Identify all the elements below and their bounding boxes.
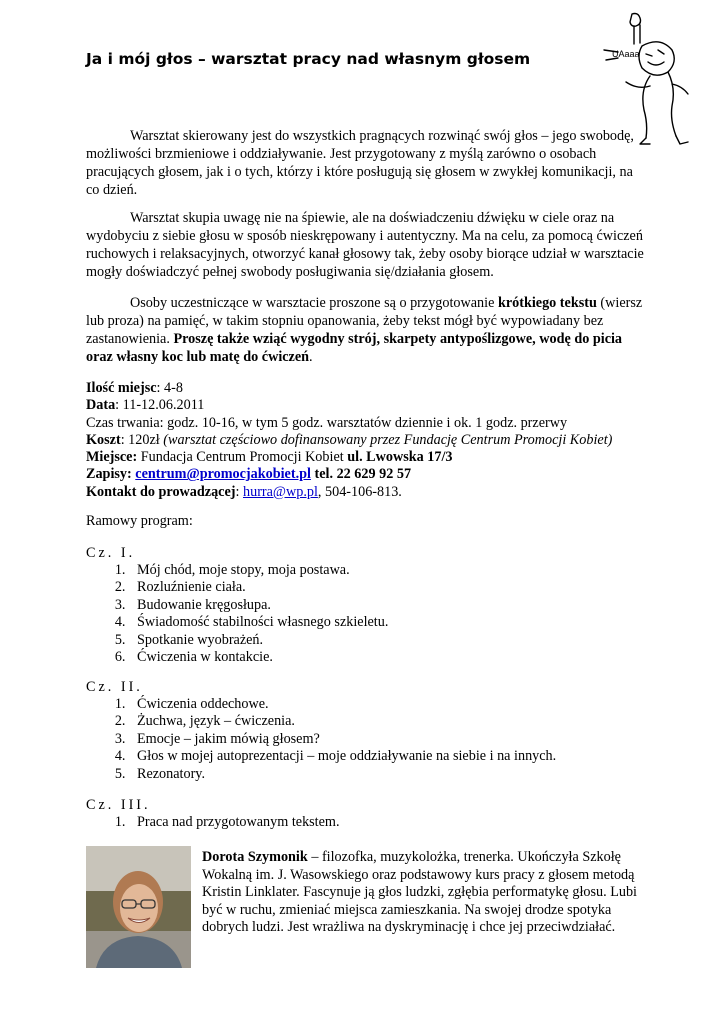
trainer-bio [202,849,646,937]
list-item: 4. Głos w mojej autoprezentacji – moje oddziaływanie na siebie i na innych. [129,748,556,765]
registration-phone: tel. 22 629 92 57 [310,466,412,483]
part-3-list [86,814,340,831]
program-part-3 [86,797,340,831]
paragraph-intro-text: Warsztat skierowany jest do wszystkich pragnących rozwinąć swój głos – jego swobodę, możliwości brzmieniowe i oddziaływanie. Jest przygotowany z myślą zarówno o osobach pracujących głosem, jak i o tych, którzy i które posługują się głosem w zwykłej komunikacji, na co dzień. [86,128,634,198]
speech-text: UAaaa [612,49,640,59]
venue-address: ul. Lwowska 17/3 [347,449,453,466]
preparation-text-3: . [309,349,313,365]
cost-line [86,432,612,449]
registration-line [86,466,612,483]
preparation-text-2: (wiersz lub proza) na pamięć, w takim stopniu opanowania, żeby tekst mógł być wypowiadany bez zastanowienia. [86,295,643,347]
list-item: 3. Emocje – jakim mówią głosem? [129,731,556,748]
contact-email-link[interactable]: hurra@wp.pl [243,483,318,500]
part-2-list [86,696,556,783]
venue-label: Miejsce: [86,449,138,466]
list-item: 1. Praca nad przygotowanym tekstem. [129,814,340,831]
list-item: 6. Ćwiczenia w kontakcie. [129,649,388,666]
program-part-1 [86,545,388,666]
paragraph-preparation [86,294,646,366]
list-item: 5. Rezonatory. [129,766,556,783]
workshop-details [86,380,612,501]
preparation-bold-2: Proszę także wziąć wygodny strój, skarpety antypoślizgowe, wodę do picia oraz własny koc lub matę do ćwiczeń [86,331,623,365]
list-item: 5. Spotkanie wyobrażeń. [129,632,388,649]
seats-value: : 4-8 [156,380,183,396]
duration-line: Czas trwania: godz. 10-16, w tym 5 godz. warsztatów dziennie i ok. 1 godz. przerwy [86,414,568,431]
paragraph-focus [86,209,646,281]
list-item: 2. Rozluźnienie ciała. [129,579,388,596]
cost-value: : 120zł [120,431,164,448]
trainer-photo [86,846,191,968]
list-item: 3. Budowanie kręgosłupa. [129,597,388,614]
cost-note: (warsztat częściowo dofinansowany przez Fundację Centrum Promocji Kobiet) [163,431,613,448]
preparation-bold-1: krótkiego tekstu [497,295,597,311]
paragraph-intro [86,127,646,199]
date-label: Data [86,397,116,414]
part-1-list [86,562,388,666]
contact-line [86,484,612,501]
list-item: 4. Świadomość stabilności własnego szkieletu. [129,614,388,631]
part-2-label: Cz. II. [86,679,143,695]
trainer-name: Dorota Szymonik [202,849,308,865]
venue-value: Fundacja Centrum Promocji Kobiet [137,449,348,466]
venue-line [86,449,612,466]
date-line [86,397,612,414]
seats-label: Ilość miejsc [86,380,157,396]
cost-label: Koszt [86,431,121,448]
contact-phone: , 504-106-813. [317,483,402,500]
preparation-text-1: Osoby uczestniczące w warsztacie proszone są o przygotowanie [130,295,498,311]
trainer-bio-text: – filozofka, muzykolożka, trenerka. Ukończyła Szkołę Wokalną im. J. Wasowskiego oraz podstawowy kurs pracy z głosem metodą Kristin Linklater. Fascynuje ją głos ludzki, zgłębia performatykę głosu. Lubi być w ruchu, zmieniać miejsca zamieszkania. Na swojej drodze spotyka dobrych ludzi. Jest wrażliwa na dyskryminację i chce jej przeciwdziałać. [202,849,637,936]
registration-label: Zapisy: [86,466,136,483]
seats-line [86,380,612,397]
contact-label: Kontakt do prowadzącej [86,483,236,500]
program-part-2 [86,679,556,783]
contact-separator: : [235,483,243,500]
list-item: 2. Żuchwa, język – ćwiczenia. [129,713,556,730]
list-item: 1. Ćwiczenia oddechowe. [129,696,556,713]
program-heading: Ramowy program: [86,513,193,529]
part-1-label: Cz. I. [86,545,136,561]
paragraph-focus-text: Warsztat skupia uwagę nie na śpiewie, ale na doświadczeniu dźwięku w ciele oraz na wydobyciu z siebie głosu w sposób nieskrępowany i autentyczny. Ma na celu, za pomocą ćwiczeń ruchowych i relaksacyjnych, otworzyć kanał głosowy tak, żeby osoby biorące udział w warsztacie mogły doświadczyć pełnej swobody posługiwania się/działania głosem. [86,210,644,280]
part-3-label: Cz. III. [86,797,151,813]
list-item: 1. Mój chód, moje stopy, moja postawa. [129,562,388,579]
date-value: : 11-12.06.2011 [115,397,205,414]
registration-email-link[interactable]: centrum@promocjakobiet.pl [135,466,311,483]
page-title: Ja i mój głos – warsztat pracy nad własnym głosem [86,50,531,68]
